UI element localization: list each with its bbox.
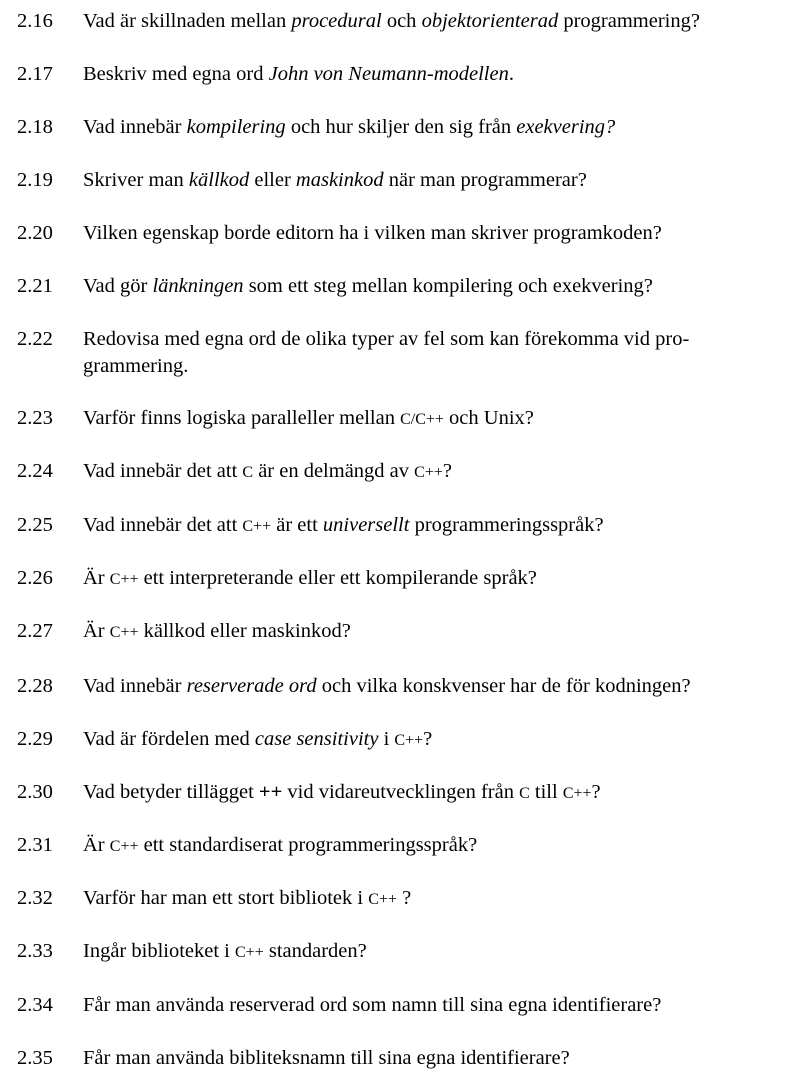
question-text [83,779,783,807]
italic-term: reserverade ord [186,675,317,697]
question-text [83,326,773,380]
italic-term: case sensitivity [254,728,379,750]
text-run: och vilka konskvenser har de för kodningen? [316,675,691,697]
question-number: 2.17 [17,63,53,85]
text-run: ? [442,460,452,482]
text-run: programmeringsspråk? [409,514,604,536]
question-text [83,726,783,754]
text-run: och hur skiljer den sig från [285,116,517,138]
text-run: Är [83,834,110,856]
question-number: 2.21 [17,275,53,297]
question-text [83,618,783,646]
question-text [83,1045,783,1072]
text-run: Beskriv med egna ord [83,63,269,85]
language-name: C++ [368,891,397,908]
question-number: 2.32 [17,887,53,909]
text-run: Vad innebär det att [83,514,243,536]
text-run: och [381,10,422,32]
language-name: C++ [414,464,443,481]
italic-term: källkod [188,169,250,191]
language-name: C [242,464,254,481]
text-run: Vad innebär det att [83,460,243,482]
text-run: källkod eller maskinkod? [138,620,351,642]
text-run: och Unix? [443,407,534,429]
text-run: ? [396,887,412,909]
text-run: Varför har man ett stort bibliotek i [83,887,369,909]
text-run: är en delmängd av [253,460,415,482]
bold-term: ++ [258,781,283,803]
text-run: Vad är skillnaden mellan [83,10,292,32]
text-run: Redovisa med egna ord de olika typer av fel som kan förekomma vid pro-grammering. [83,328,690,377]
question-text [83,220,783,247]
question-text [83,832,783,860]
question-number: 2.19 [17,169,53,191]
question-text [83,405,783,433]
question-text [83,673,783,700]
question-number: 2.18 [17,116,53,138]
question-text [83,512,783,540]
question-text [83,885,783,913]
text-run: till [529,781,563,803]
text-run: vid vidareutvecklingen från [282,781,520,803]
italic-term: objektorienterad [421,10,559,32]
language-name: C++ [109,624,139,641]
text-run: Vad är fördelen med [83,728,255,750]
question-number: 2.22 [17,328,53,350]
text-run: Vilken egenskap borde editorn ha i vilken man skriver programkoden? [83,222,662,244]
question-text [83,167,783,194]
question-number: 2.28 [17,675,53,697]
text-run: är ett [271,514,323,536]
text-run: ett interpreterande eller ett kompilerande språk? [138,567,537,589]
text-run: Vad betyder tillägget [83,781,259,803]
language-name: C/C++ [400,411,444,428]
italic-term: John von Neumann-modellen [268,63,509,85]
text-run: programmering? [558,10,700,32]
text-run: Är [83,567,110,589]
italic-term: länkningen [152,275,244,297]
text-run: standarden? [263,940,367,962]
text-run: Är [83,620,110,642]
question-text [83,565,783,593]
text-run: ? [591,781,601,803]
question-text [83,61,783,88]
question-number: 2.35 [17,1047,53,1069]
language-name: C++ [109,571,139,588]
text-run: Ingår biblioteket i [83,940,235,962]
text-run: som ett steg mellan kompilering och exekvering? [243,275,653,297]
italic-term: universellt [322,514,410,536]
question-number: 2.23 [17,407,53,429]
question-number: 2.20 [17,222,53,244]
question-number: 2.27 [17,620,53,642]
question-text [83,114,783,141]
question-number: 2.34 [17,994,53,1016]
text-run: Skriver man [83,169,189,191]
language-name: C++ [562,785,592,802]
language-name: C++ [394,732,424,749]
text-run: när man programmerar? [383,169,587,191]
text-run: . [508,63,514,85]
question-number: 2.33 [17,940,53,962]
language-name: C++ [235,944,264,961]
question-text [83,8,783,35]
question-text [83,938,783,966]
text-run: Får man använda reserverad ord som namn till sina egna identifierare? [83,994,662,1016]
text-run: i [378,728,395,750]
question-text [83,273,783,300]
text-run: Får man använda bibliteksnamn till sina egna identifierare? [83,1047,570,1069]
question-number: 2.30 [17,781,53,803]
question-number: 2.16 [17,10,53,32]
italic-term: kompilering [186,116,286,138]
language-name: C++ [109,838,139,855]
text-run: Vad gör [83,275,153,297]
question-text [83,992,783,1019]
question-number: 2.31 [17,834,53,856]
text-run: ett standardiserat programmeringsspråk? [138,834,478,856]
question-number: 2.25 [17,514,53,536]
text-run: ? [423,728,433,750]
italic-term: procedural [291,10,382,32]
text-run: Vad innebär [83,116,187,138]
question-number: 2.29 [17,728,53,750]
text-run: eller [249,169,296,191]
language-name: C++ [242,518,272,535]
question-number: 2.26 [17,567,53,589]
language-name: C [519,785,530,802]
italic-term: exekvering? [516,116,616,138]
italic-term: maskinkod [295,169,384,191]
question-text [83,458,783,486]
question-number: 2.24 [17,460,53,482]
text-run: Vad innebär [83,675,187,697]
text-run: Varför finns logiska paralleller mellan [83,407,401,429]
